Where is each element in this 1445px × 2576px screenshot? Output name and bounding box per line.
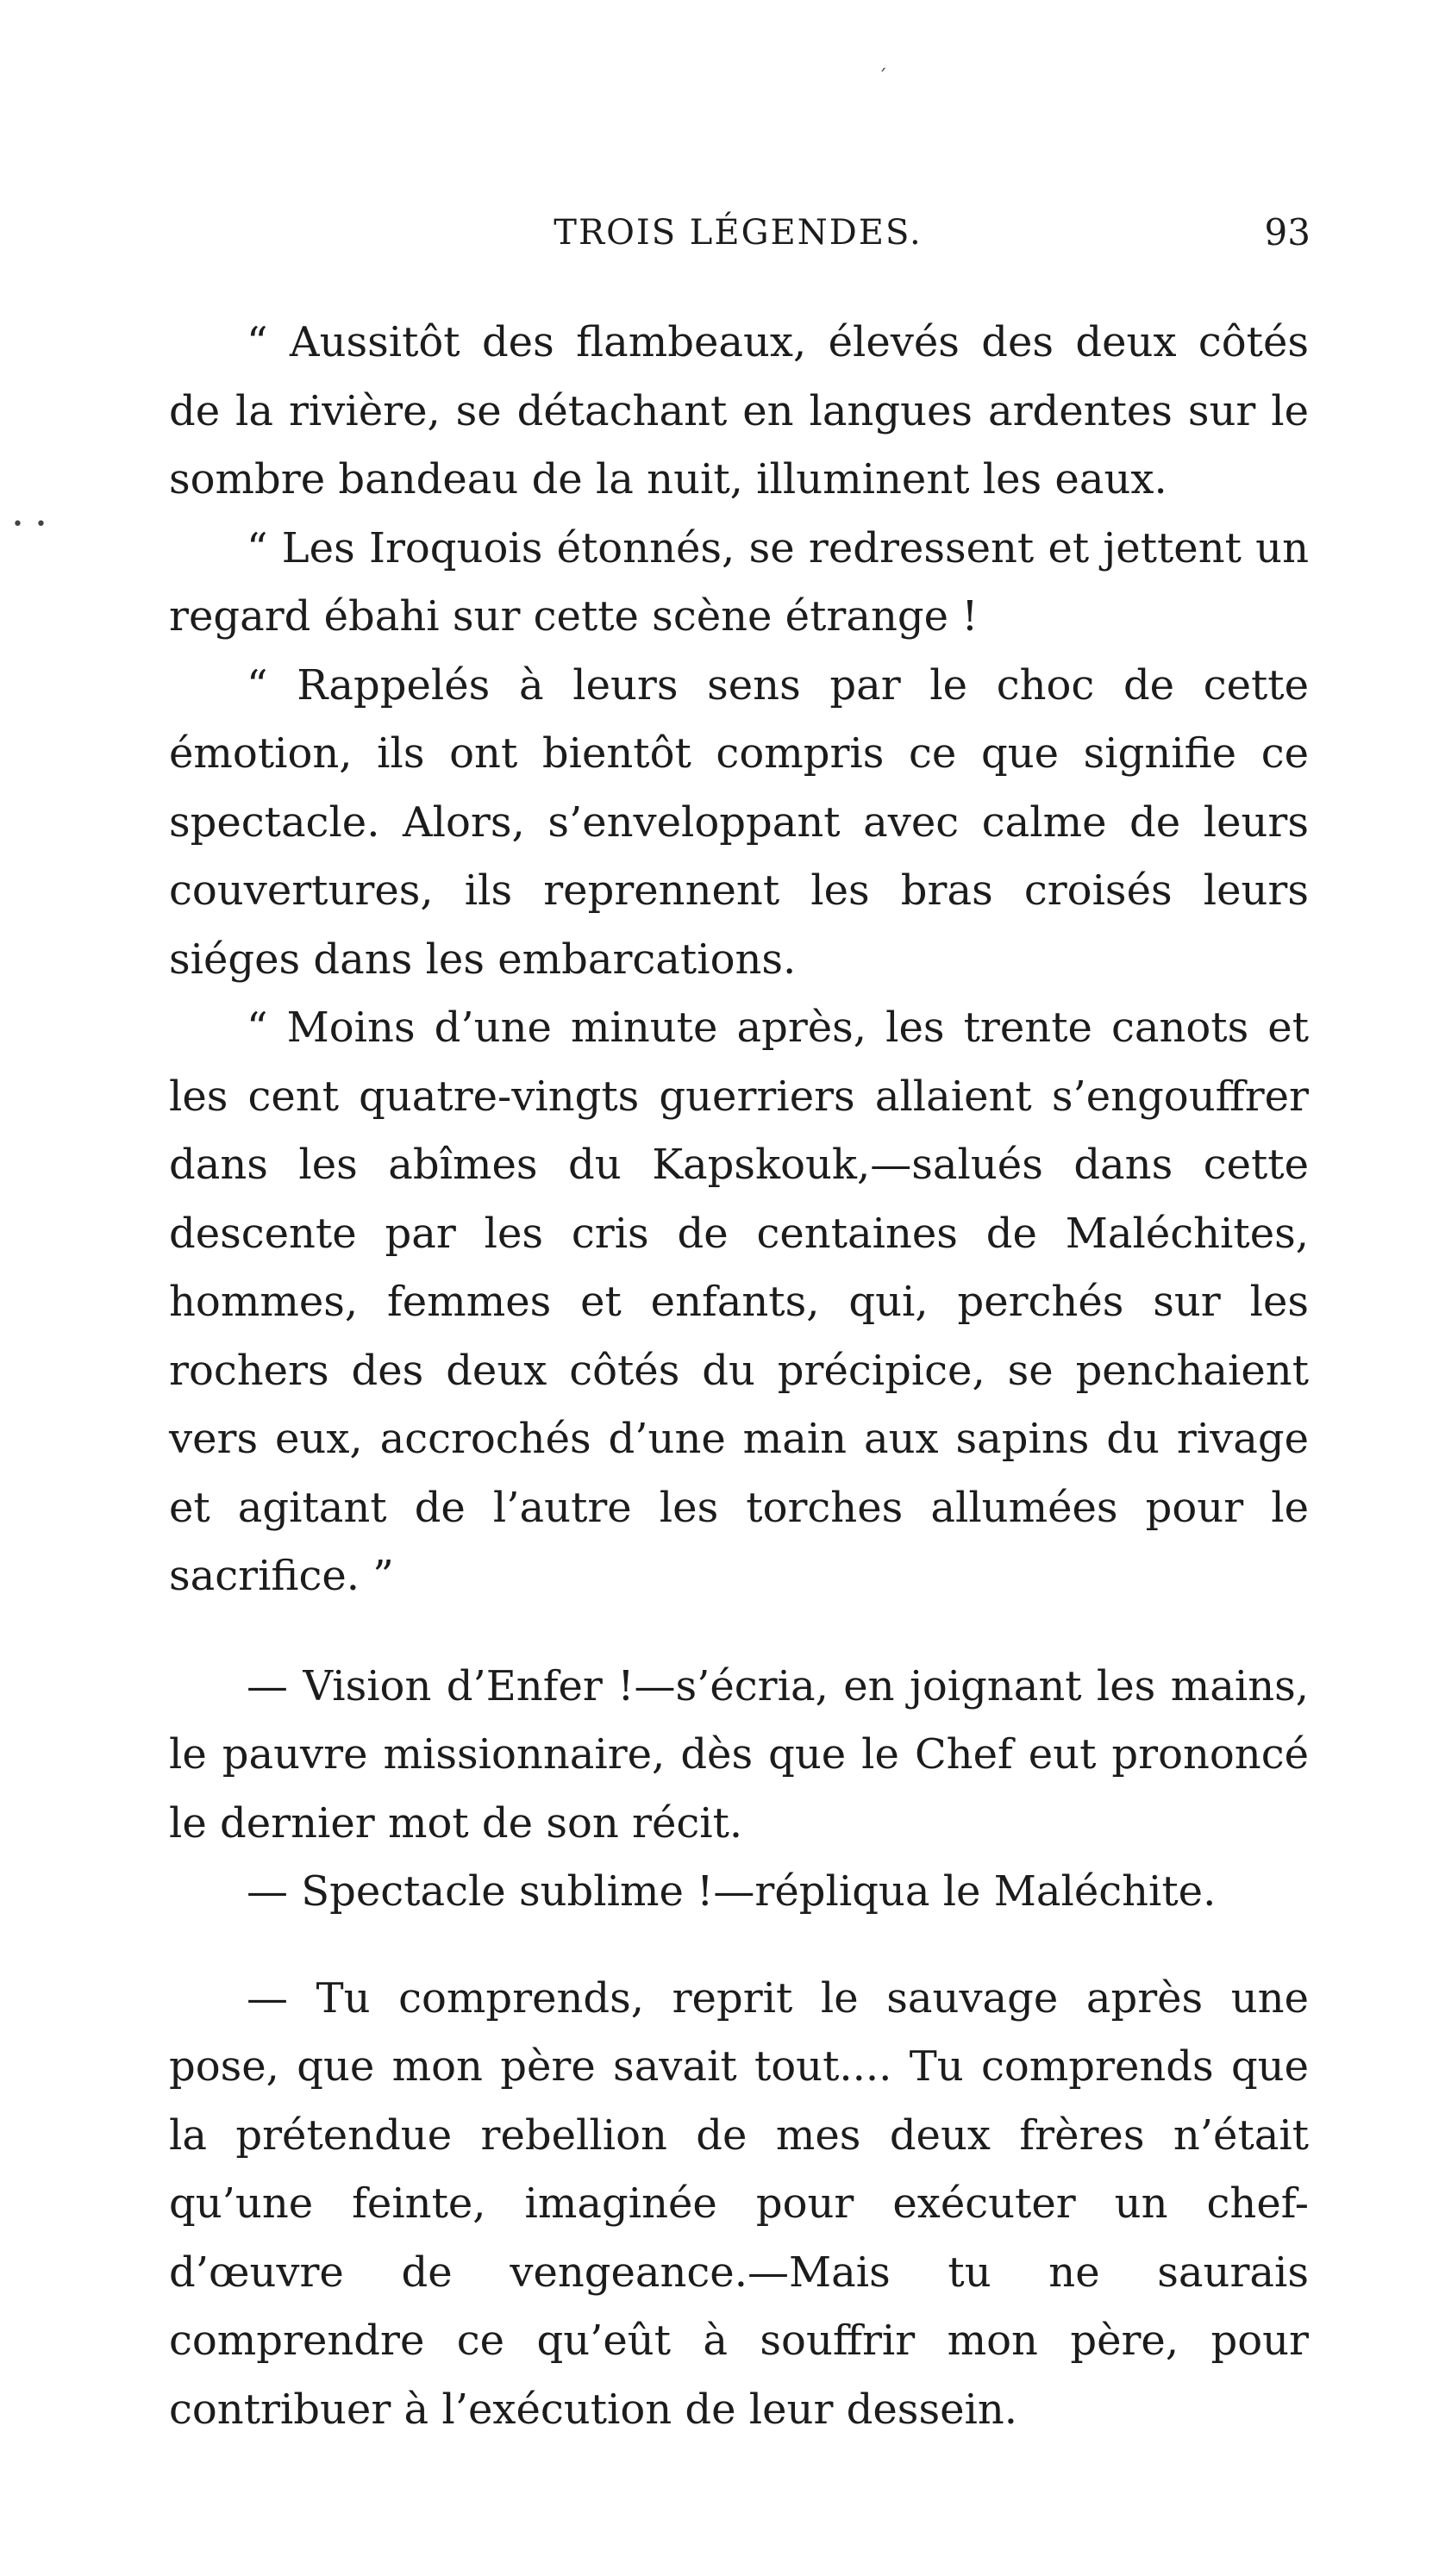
paragraph-spectacle: — Spectacle sublime !—répliqua le Maléchite. [247,1867,1217,1916]
page-header [169,207,1311,259]
body-text [169,309,1309,2444]
paragraph-tu-comprends: — Tu comprends, reprit le sauvage après une pose, que mon père savait tout.... Tu comprends que la prétendue rebellion de mes deux frères n’était qu’une feinte, imaginée pour exécuter un chef-d’œuvre de vengeance.—Mais tu ne saurais comprendre ce qu’eût à souffrir mon père, pour contribuer à l’exécution de leur dessein. [169,1973,1309,2434]
paragraph-moins: “ Moins d’une minute après, les trente canots et les cent quatre-vingts guerriers allaient s’engouffrer dans les abîmes du Kapskouk,—salués dans cette descente par les cris de centaines de Maléchites, hommes, femmes et enfants, qui, perchés sur les rochers des deux côtés du précipice, se penchaient vers eux, accrochés d’une main aux sapins du rivage et agitant de l’autre les torches allumées pour le sacrifice. ” [169,1004,1309,1600]
paragraph-aussitot: “ Aussitôt des flambeaux, élevés des deux côtés de la rivière, se détachant en langues ardentes sur le sombre bandeau de la nuit, illuminent les eaux. [169,318,1309,503]
paragraph-iroquois: “ Les Iroquois étonnés, se redressent et jettent un regard ébahi sur cette scène étrange ! [169,523,1309,641]
paragraph-vision: — Vision d’Enfer !—s’écria, en joignant les mains, le pauvre missionnaire, dès que le Chef eut prononcé le dernier mot de son récit. [169,1661,1309,1848]
stray-mark-margin: • • [12,514,47,535]
page-number: 93 [1264,211,1311,253]
running-title: TROIS LÉGENDES. [554,213,923,253]
paragraph-rappeles: “ Rappelés à leurs sens par le choc de cette émotion, ils ont bientôt compris ce que signifie ce spectacle. Alors, s’enveloppant avec calme de leurs couvertures, ils reprennent les bras croisés leurs siéges dans les embarcations. [169,660,1309,984]
stray-mark-top: ´ [878,67,887,89]
